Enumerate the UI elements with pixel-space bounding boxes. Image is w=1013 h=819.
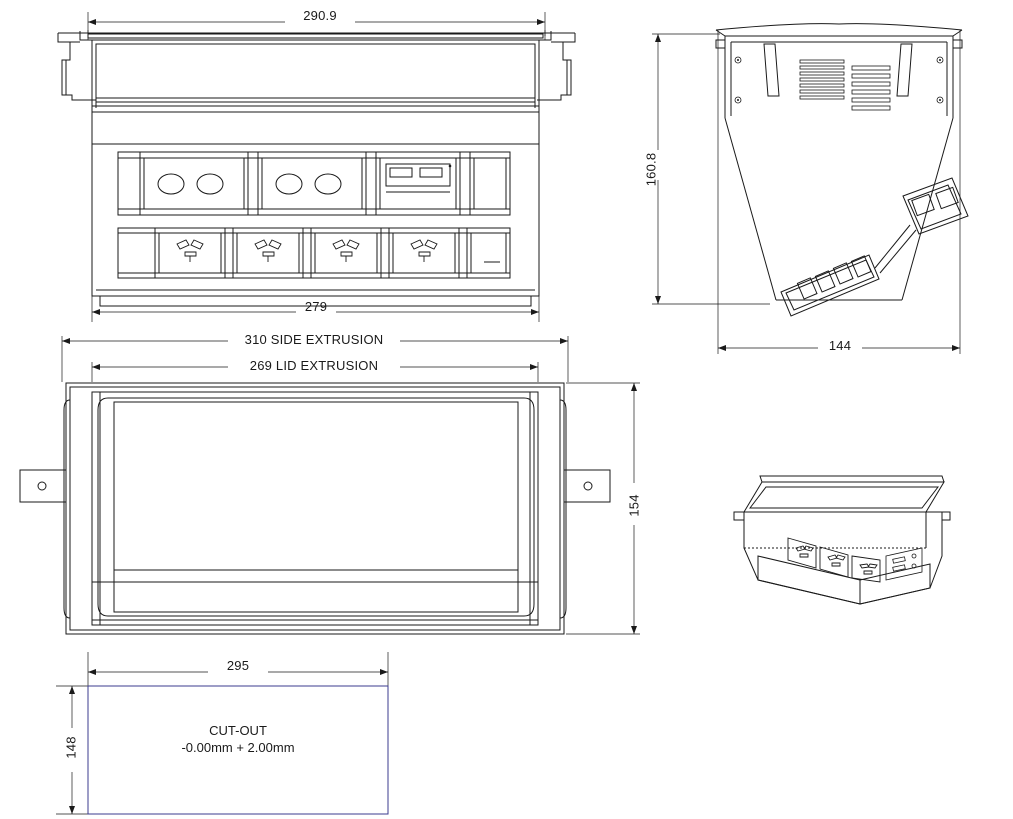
dim-overall-width: 290.9 xyxy=(303,8,337,23)
front-elevation-view xyxy=(58,12,575,322)
cutout-label xyxy=(88,722,388,756)
dim-cutout-width: 295 xyxy=(226,658,250,673)
dim-lid-extrusion: 269 LID EXTRUSION xyxy=(249,358,379,373)
dim-plan-depth: 154 xyxy=(626,494,642,517)
cutout-label-line2: -0.00mm + 2.00mm xyxy=(181,740,295,755)
dim-overall-depth: 144 xyxy=(828,338,852,353)
dim-cutout-height: 148 xyxy=(63,736,79,759)
dim-body-width: 279 xyxy=(304,299,328,314)
dim-side-extrusion: 310 SIDE EXTRUSION xyxy=(244,332,384,347)
isometric-view xyxy=(734,476,950,604)
cutout-label-line1: CUT-OUT xyxy=(209,723,267,738)
side-section-view xyxy=(652,24,968,354)
dim-overall-height: 160.8 xyxy=(643,152,659,187)
plan-view xyxy=(20,336,640,634)
